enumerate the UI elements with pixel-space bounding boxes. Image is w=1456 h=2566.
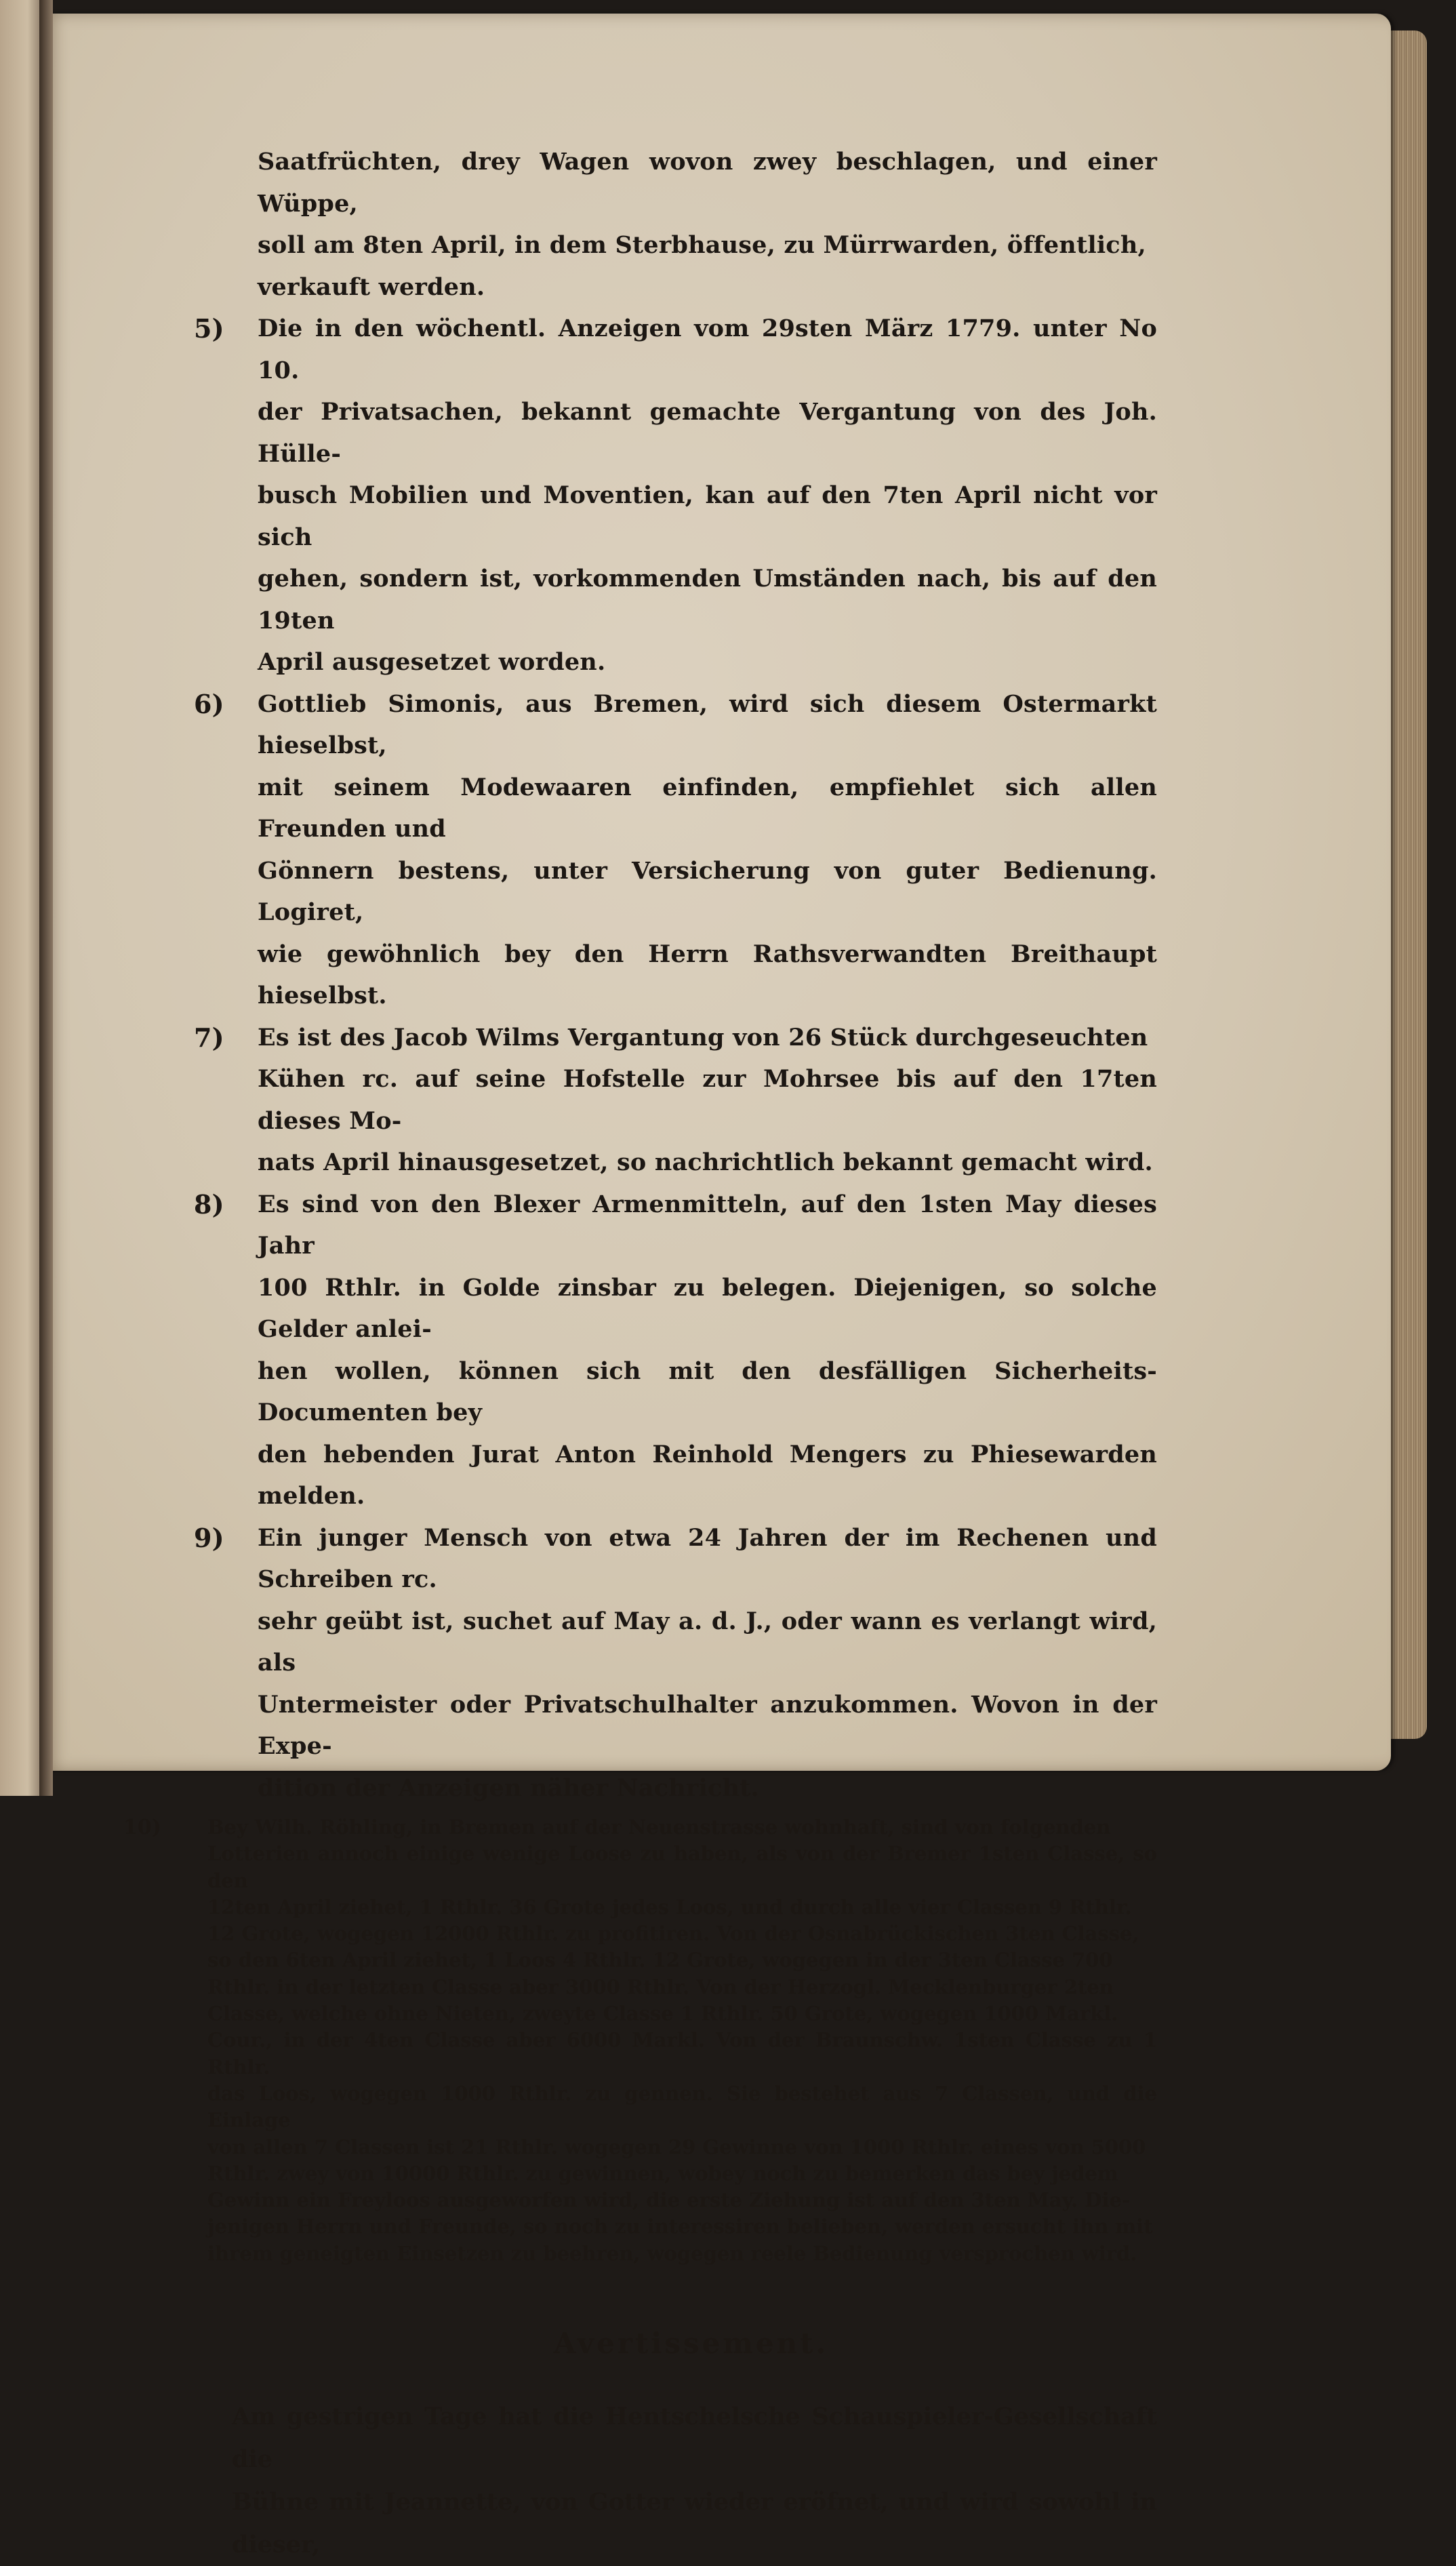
item-line: Kühen rc. auf seine Hofstelle zur Mohrsee bis auf den 17ten dieses Mo- xyxy=(258,1065,1157,1135)
item-line: Gönnern bestens, unter Versicherung von guter Bedienung. Logiret, xyxy=(258,856,1157,926)
book-gutter xyxy=(39,0,53,1796)
item-9 xyxy=(144,1517,1157,1809)
item-line: soll am 8ten April, in dem Sterbhause, zu Mürrwarden, öffentlich, xyxy=(258,231,1146,259)
item-line: Die in den wöchentl. Anzeigen vom 29sten März 1779. unter No 10. xyxy=(258,315,1157,384)
item-line: verkauft werden. xyxy=(258,273,485,301)
item-number: 5) xyxy=(194,313,224,344)
item-line: 12ten April ziehet, 1 Rthlr. 36 Grote jedes Loos, und durch alle vier Classen 9 Rthlr. xyxy=(207,1895,1132,1919)
page-text xyxy=(123,141,1157,2566)
item-line: hen wollen, können sich mit den desfälligen Sicherheits-Documenten bey xyxy=(258,1357,1157,1426)
item-8 xyxy=(144,1184,1157,1517)
item-line: von allen 7 Classen ist 21 Rthlr. wogegen 29 Gewinne von 1000 Rthlr. eines von 5000 xyxy=(207,2135,1146,2159)
item-number: 10) xyxy=(123,1816,161,1839)
item-line: den hebenden Jurat Anton Reinhold Mengers zu Phiesewarden melden. xyxy=(258,1440,1157,1510)
item-line: Gewinn ein Freyloos ausgeworfen wird, die erste Ziehung ist auf den 3ten May. Die- xyxy=(207,2188,1131,2212)
item-line: jenigen Herrn und Freunde, so noch zu interessiren belieben, werden ersucht ihn mit xyxy=(207,2215,1153,2239)
item-line: Cour., in der 4ten Classe aber 6000 Markl. Von der Braunschw. 1sten Classe zu 1 Rthlr. xyxy=(207,2028,1157,2079)
item-line: das Loos, wogegen 1000 Rthlr. zu gennen. Sie bestehet aus 7 Classen, und die Einlage xyxy=(207,2081,1157,2132)
item-line: ihrem geneigten Einsetzen zu beehren, wogegen reele Bedienung versprochen wird. xyxy=(207,2241,1137,2265)
item-number: 9) xyxy=(194,1522,224,1553)
item-line: Es ist des Jacob Wilms Vergantung von 26 Stück durchgeseuchten xyxy=(258,1023,1148,1051)
item-line: so den 6ten April ziehet, 1 Loos 4 Rthlr. 12 Grote, wogegen in der 3ten Classe 700 xyxy=(207,1948,1113,1972)
item-10 xyxy=(123,1814,1157,2267)
item-number: 8) xyxy=(194,1188,224,1220)
item-line: sehr geübt ist, suchet auf May a. d. J., oder wann es verlangt wird, als xyxy=(258,1607,1157,1677)
item-line: dition der Anzeigen näher Nachricht. xyxy=(258,1773,759,1802)
item-7 xyxy=(144,1017,1157,1184)
item-line: Classe, welche ohne Nieten, zweyte Classe 1 Rthlr. 50 Grote, wogegen 1000 Markl. xyxy=(207,2002,1118,2026)
paragraph-line: Am gestrigen Tage hat die Hentschelsche Schauspieler-Gesellschaft die xyxy=(232,2403,1157,2474)
item-line: Es sind von den Blexer Armenmitteln, auf den 1sten May dieses Jahr xyxy=(258,1190,1157,1260)
paragraph-line: Bühne mit Jeannette, von Gotter wieder eröfnet, und wird sowohl in dieser, xyxy=(232,2488,1157,2559)
item-line: Lotterien annoch einige wenige Loose zu haben, als von der Bremer 1sten Classe, so den xyxy=(207,1842,1157,1892)
item-6 xyxy=(144,683,1157,1017)
item-line: nats April hinausgesetzet, so nachrichtlich bekannt gemacht wird. xyxy=(258,1148,1153,1176)
item-5 xyxy=(144,308,1157,683)
item-line: Rthlr. in der letzten Classe aber 3000 Rthlr. Von der Herzogl. Mecklenburger 2ten xyxy=(207,1975,1114,1999)
section-heading: Avertissement. xyxy=(553,2327,829,2361)
item-line: Untermeister oder Privatschulhalter anzukommen. Wovon in der Expe- xyxy=(258,1690,1157,1760)
item-line: der Privatsachen, bekannt gemachte Vergantung von des Joh. Hülle- xyxy=(258,398,1157,468)
item-line: mit seinem Modewaaren einfinden, empfiehlet sich allen Freunden und xyxy=(258,773,1157,843)
item-number: 6) xyxy=(194,688,224,719)
item-line: Saatfrüchten, drey Wagen wovon zwey beschlagen, und einer Wüppe, xyxy=(258,148,1157,218)
item-line: wie gewöhnlich bey den Herrn Rathsverwandten Breithaupt hieselbst. xyxy=(258,940,1157,1009)
item-line: 100 Rthlr. in Golde zinsbar zu belegen. Diejenigen, so solche Gelder anlei- xyxy=(258,1273,1157,1343)
avertissement-paragraph xyxy=(144,2395,1157,2566)
item-continuation xyxy=(144,141,1157,308)
item-number: 7) xyxy=(194,1022,224,1053)
item-line: Ein junger Mensch von etwa 24 Jahren der im Rechenen und Schreiben rc. xyxy=(258,1523,1157,1593)
item-line: Bey Wilh. Röhling, in Bremen auf der Neuenstrasse wohnhaft, sind von folgenden xyxy=(207,1816,1111,1839)
item-line: 12 Grote, wogegen 12000 Rthlr. zu profitiren. Von der Osnabrückischen 3ten Classe, xyxy=(207,1922,1139,1946)
item-line: Rthlr. zwey von 10000 Rthlr. zu gewinnen, wobey noch zu bemerken das bey jedem xyxy=(207,2161,1118,2185)
item-line: gehen, sondern ist, vorkommenden Umständen nach, bis auf den 19ten xyxy=(258,565,1157,635)
item-line: April ausgesetzet worden. xyxy=(258,648,606,676)
item-line: busch Mobilien und Moventien, kan auf den 7ten April nicht vor sich xyxy=(258,481,1157,551)
item-line: Gottlieb Simonis, aus Bremen, wird sich diesem Ostermarkt hieselbst, xyxy=(258,689,1157,759)
